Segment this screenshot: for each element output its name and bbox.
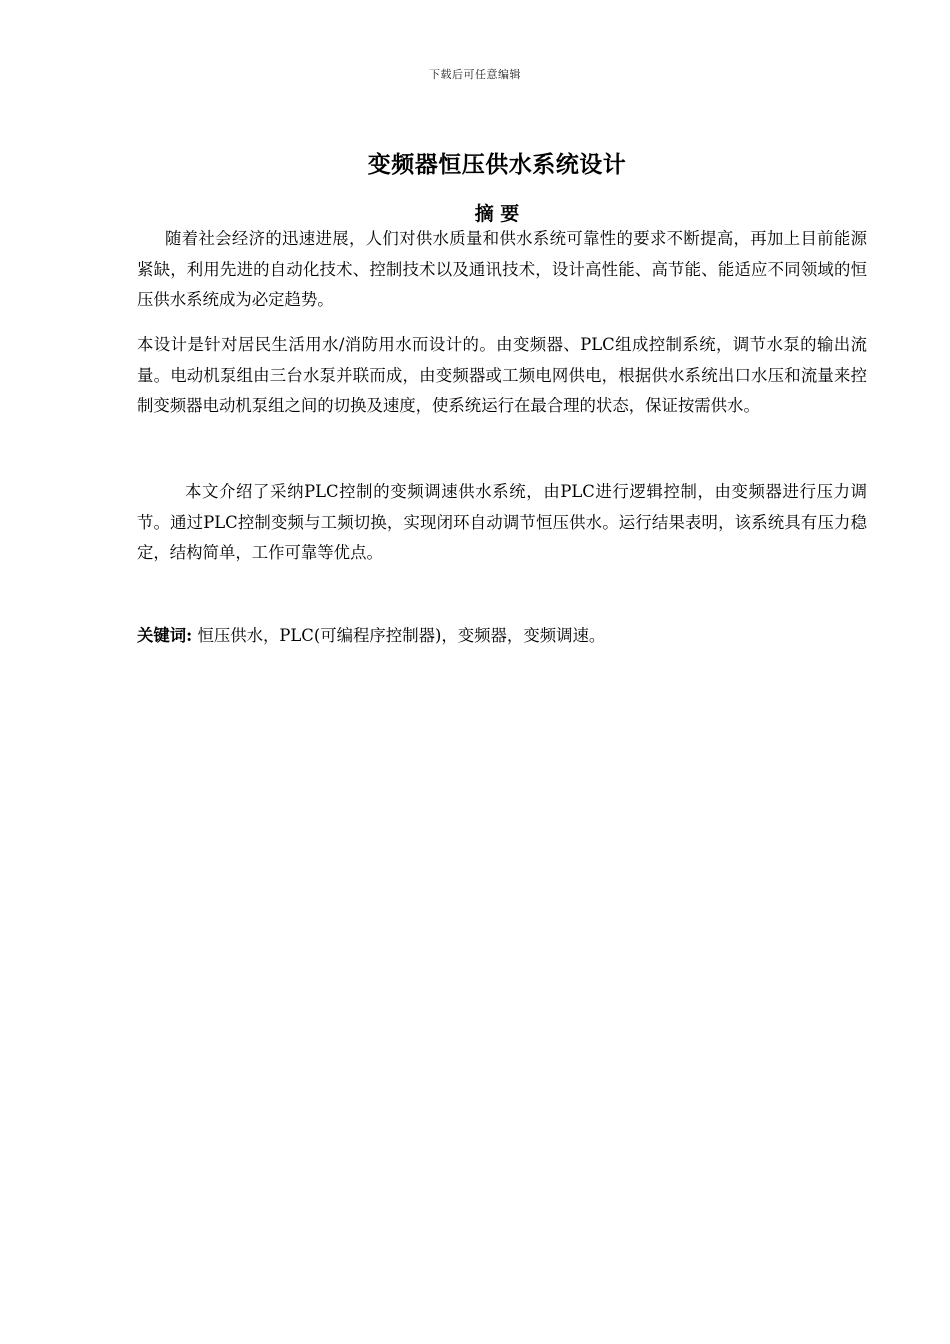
- abstract-paragraph-1: 随着社会经济的迅速进展，人们对供水质量和供水系统可靠性的要求不断提高，再加上目前能源紧缺，利用先进的自动化技术、控制技术以及通讯技术，设计高性能、高节能、能适应不同领域的恒压供水系统成为必定趋势。: [137, 229, 867, 309]
- abstract-paragraph-3: 本文介绍了采纳PLC控制的变频调速供水系统，由PLC进行逻辑控制，由变频器进行压力调节。通过PLC控制变频与工频切换，实现闭环自动调节恒压供水。运行结果表明，该系统具有压力稳定，结构简单，工作可靠等优点。: [137, 482, 867, 562]
- abstract-heading: 摘 要: [474, 203, 520, 225]
- keywords-label: 关键词:: [137, 626, 193, 645]
- keywords-line: [137, 621, 867, 651]
- abstract-paragraph-2: 本设计是针对居民生活用水/消防用水而设计的。由变频器、PLC组成控制系统，调节水泵的输出流量。电动机泵组由三台水泵并联而成，由变频器或工频电网供电，根据供水系统出口水压和流量来控制变频器电动机泵组之间的切换及速度，使系统运行在最合理的状态，保证按需供水。: [137, 335, 867, 415]
- document-title: 变频器恒压供水系统设计: [367, 152, 627, 178]
- keywords-text: 恒压供水，PLC(可编程序控制器)，变频器，变频调速。: [192, 626, 606, 645]
- header-note: 下载后可任意编辑: [429, 68, 521, 81]
